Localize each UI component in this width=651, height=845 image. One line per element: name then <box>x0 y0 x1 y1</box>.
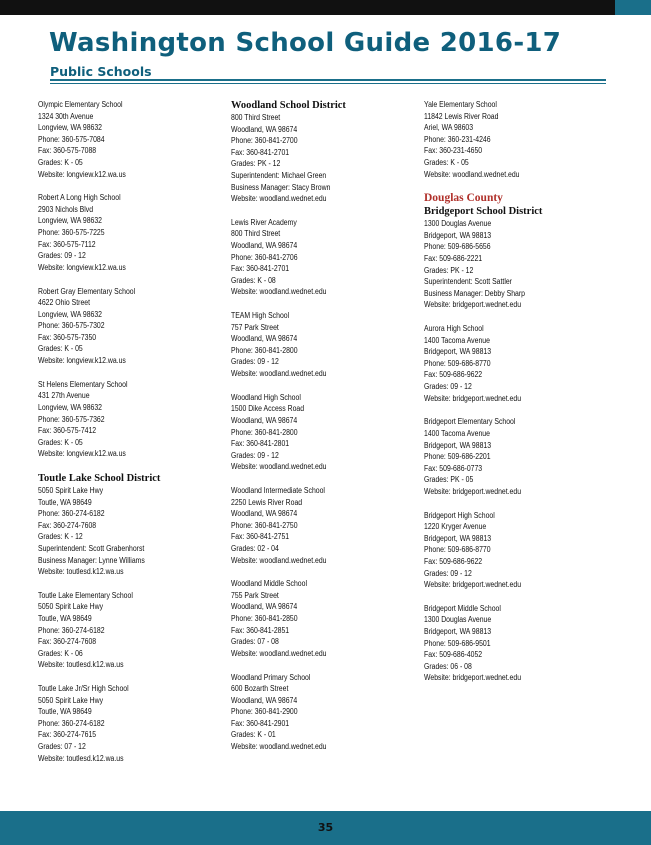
school-entry <box>231 310 409 380</box>
entry-line: Fax: 360-274-7608 <box>38 637 97 647</box>
entry-line: Fax: 509-686-2221 <box>424 254 483 264</box>
page-title: Washington School Guide 2016-17 <box>49 28 562 58</box>
entry-line: Woodland, WA 98674 <box>231 241 298 251</box>
school-entry <box>424 603 602 684</box>
entry-line: Grades: K - 06 <box>38 648 83 658</box>
entry-line: Website: bridgeport.wednet.edu <box>424 486 522 496</box>
entry-line: Fax: 360-575-7112 <box>38 239 96 249</box>
entry-line: Grades: PK - 05 <box>424 475 474 485</box>
entry-line: 1220 Kryger Avenue <box>424 522 487 532</box>
entry-line: Website: bridgeport.wednet.edu <box>424 300 522 310</box>
school-name: Woodland Primary School <box>231 672 311 682</box>
entry-line: Grades: 07 - 12 <box>38 742 86 752</box>
entry-line: Grades: 09 - 12 <box>231 450 279 460</box>
school-name: Bridgeport Elementary School <box>424 417 516 427</box>
entry-line: Fax: 360-274-7615 <box>38 730 97 740</box>
school-entry <box>38 192 216 273</box>
entry-line: Bridgeport, WA 98813 <box>424 627 492 637</box>
entry-line: Woodland, WA 98674 <box>231 695 298 705</box>
entry-line: Phone: 360-575-7225 <box>38 228 105 238</box>
entry-line: Phone: 509-686-9501 <box>424 638 491 648</box>
entry-line: Website: woodland.wednet.edu <box>231 287 327 297</box>
school-name: Yale Elementary School <box>424 100 497 109</box>
entry-line: Fax: 360-575-7088 <box>38 146 97 156</box>
school-name: Lewis River Academy <box>231 217 297 227</box>
school-entry <box>424 416 602 497</box>
school-name: Bridgeport Middle School <box>424 603 501 613</box>
school-name: Robert A Long High School <box>38 193 121 203</box>
entry-line: Website: woodland.wednet.edu <box>231 555 327 565</box>
entry-line: Fax: 360-575-7350 <box>38 332 97 342</box>
entry-line: Business Manager: Debby Sharp <box>424 288 525 298</box>
entry-line: 2250 Lewis River Road <box>231 497 303 507</box>
entry-line: 600 Bozarth Street <box>231 684 289 694</box>
entry-line: Longview, WA 98632 <box>38 123 103 133</box>
header-rule-thin <box>50 83 606 84</box>
entry-line: Phone: 509-686-2201 <box>424 452 491 462</box>
district-entry <box>38 472 216 578</box>
entry-line: Phone: 360-841-2900 <box>231 707 298 717</box>
school-entry <box>424 510 602 591</box>
entry-line: Fax: 509-686-4052 <box>424 650 483 660</box>
entry-line: Phone: 360-841-2850 <box>231 614 298 624</box>
column-1 <box>38 99 216 776</box>
entry-line: Bridgeport, WA 98813 <box>424 347 492 357</box>
district-heading: Woodland School District <box>231 100 346 111</box>
entry-line: Ariel, WA 98603 <box>424 123 474 133</box>
entry-line: Phone: 360-841-2800 <box>231 345 298 355</box>
entry-line: Grades: K - 12 <box>38 532 83 542</box>
entry-line: Bridgeport, WA 98813 <box>424 230 492 240</box>
entry-line: Superintendent: Michael Green <box>231 170 327 180</box>
entry-line: 5050 Spirit Lake Hwy <box>38 486 104 495</box>
entry-line: Longview, WA 98632 <box>38 402 103 412</box>
entry-line: Website: bridgeport.wednet.edu <box>424 673 522 683</box>
entry-line: Grades: 02 - 04 <box>231 543 279 553</box>
entry-line: Longview, WA 98632 <box>38 216 103 226</box>
entry-line: Woodland, WA 98674 <box>231 602 298 612</box>
entry-line: Website: longview.k12.wa.us <box>38 262 126 272</box>
entry-line: Grades: K - 05 <box>38 344 83 354</box>
top-accent <box>615 0 651 15</box>
entry-line: Fax: 360-231-4650 <box>424 146 483 156</box>
school-entry <box>38 590 216 671</box>
entry-line: Grades: 07 - 08 <box>231 637 279 647</box>
school-name: TEAM High School <box>231 311 290 321</box>
entry-line: Fax: 360-274-7608 <box>38 520 97 530</box>
entry-line: Website: toutlesd.k12.wa.us <box>38 660 124 670</box>
entry-line: Phone: 360-841-2750 <box>231 520 298 530</box>
entry-line: 5050 Spirit Lake Hwy <box>38 602 104 612</box>
entry-line: Website: toutlesd.k12.wa.us <box>38 753 124 763</box>
entry-line: 2903 Nichols Blvd <box>38 204 94 214</box>
entry-line: Website: longview.k12.wa.us <box>38 356 126 366</box>
school-entry <box>38 683 216 764</box>
entry-line: 800 Third Street <box>231 229 281 239</box>
school-name: Robert Gray Elementary School <box>38 286 136 296</box>
entry-line: Fax: 360-841-2701 <box>231 264 290 274</box>
school-name: Aurora High School <box>424 324 484 334</box>
entry-line: Phone: 360-841-2706 <box>231 252 298 262</box>
entry-line: 1300 Douglas Avenue <box>424 219 492 229</box>
entry-line: 757 Park Street <box>231 322 279 332</box>
column-2 <box>231 99 409 765</box>
entry-line: 5050 Spirit Lake Hwy <box>38 695 104 705</box>
entry-line: 1324 30th Avenue <box>38 111 94 121</box>
school-name: Toutle Lake Elementary School <box>38 590 133 600</box>
entry-line: 1400 Tacoma Avenue <box>424 335 490 345</box>
page-number: 35 <box>317 821 334 834</box>
district-entry <box>231 99 409 205</box>
school-entry <box>38 99 216 180</box>
entry-line: Grades: K - 08 <box>231 275 276 285</box>
entry-line: Phone: 360-575-7302 <box>38 321 105 331</box>
entry-line: Woodland, WA 98674 <box>231 334 298 344</box>
entry-line: Superintendent: Scott Grabenhorst <box>38 543 145 553</box>
entry-line: Website: woodland.wednet.edu <box>424 169 520 179</box>
page-subtitle: Public Schools <box>50 64 152 79</box>
entry-line: Fax: 360-575-7412 <box>38 426 97 436</box>
entry-line: Phone: 509-686-8770 <box>424 545 491 555</box>
entry-line: Business Manager: Lynne Williams <box>38 555 145 565</box>
school-entry <box>424 323 602 404</box>
entry-line: Grades: K - 05 <box>38 157 83 167</box>
school-name: Toutle Lake Jr/Sr High School <box>38 684 129 694</box>
entry-line: 11842 Lewis River Road <box>424 111 499 121</box>
entry-line: Grades: PK - 12 <box>231 159 281 169</box>
entry-line: Phone: 360-231-4246 <box>424 134 491 144</box>
entry-line: Grades: 06 - 08 <box>424 661 472 671</box>
entry-line: Bridgeport, WA 98813 <box>424 440 492 450</box>
entry-line: Superintendent: Scott Sattler <box>424 277 512 287</box>
entry-line: Fax: 360-841-2701 <box>231 147 290 157</box>
entry-line: Grades: 09 - 12 <box>231 357 279 367</box>
school-name: St Helens Elementary School <box>38 379 128 389</box>
entry-line: 1400 Tacoma Avenue <box>424 428 490 438</box>
entry-line: Bridgeport, WA 98813 <box>424 533 492 543</box>
entry-line: Woodland, WA 98674 <box>231 124 298 134</box>
entry-line: Woodland, WA 98674 <box>231 509 298 519</box>
county-heading: Douglas County <box>424 192 503 205</box>
entry-line: Phone: 360-274-6182 <box>38 509 105 519</box>
entry-line: Woodland, WA 98674 <box>231 415 298 425</box>
entry-line: Fax: 360-841-2901 <box>231 718 290 728</box>
entry-line: Grades: K - 01 <box>231 730 276 740</box>
school-entry <box>231 485 409 566</box>
entry-line: Fax: 509-686-0773 <box>424 463 483 473</box>
entry-line: Website: woodland.wednet.edu <box>231 369 327 379</box>
entry-line: Phone: 509-686-5656 <box>424 242 491 252</box>
entry-line: Toutle, WA 98649 <box>38 707 92 717</box>
entry-line: Website: longview.k12.wa.us <box>38 169 126 179</box>
district-entry <box>424 192 602 311</box>
entry-line: 1300 Douglas Avenue <box>424 615 492 625</box>
entry-line: 431 27th Avenue <box>38 391 90 401</box>
school-name: Bridgeport High School <box>424 510 495 520</box>
entry-line: Grades: 09 - 12 <box>424 382 472 392</box>
entry-line: Grades: 09 - 12 <box>38 251 86 261</box>
entry-line: 800 Third Street <box>231 113 281 122</box>
entry-line: Website: woodland.wednet.edu <box>231 742 327 752</box>
district-heading: Toutle Lake School District <box>38 473 161 484</box>
school-entry <box>231 217 409 298</box>
school-name: Olympic Elementary School <box>38 100 123 109</box>
entry-line: Grades: PK - 12 <box>424 265 474 275</box>
entry-line: 755 Park Street <box>231 590 279 600</box>
entry-line: Longview, WA 98632 <box>38 309 103 319</box>
entry-line: Fax: 360-841-2801 <box>231 439 290 449</box>
entry-line: Phone: 509-686-8770 <box>424 358 491 368</box>
district-heading: Bridgeport School District <box>424 206 543 218</box>
school-entry <box>231 672 409 753</box>
entry-line: Fax: 509-686-9622 <box>424 556 483 566</box>
entry-line: Phone: 360-274-6182 <box>38 625 105 635</box>
entry-line: 1500 Dike Access Road <box>231 404 305 414</box>
entry-line: Fax: 360-841-2751 <box>231 532 290 542</box>
entry-line: Grades: K - 05 <box>424 157 469 167</box>
school-entry <box>38 379 216 460</box>
entry-line: Phone: 360-841-2800 <box>231 427 298 437</box>
entry-line: Grades: 09 - 12 <box>424 568 472 578</box>
entry-line: Fax: 509-686-9622 <box>424 370 483 380</box>
entry-line: 4622 Ohio Street <box>38 298 91 308</box>
entry-line: Website: woodland.wednet.edu <box>231 194 327 204</box>
school-entry <box>38 286 216 367</box>
entry-line: Website: woodland.wednet.edu <box>231 648 327 658</box>
school-name: Woodland Middle School <box>231 579 307 589</box>
entry-line: Business Manager: Stacy Brown <box>231 182 331 192</box>
entry-line: Website: bridgeport.wednet.edu <box>424 580 522 590</box>
entry-line: Phone: 360-575-7362 <box>38 414 105 424</box>
school-name: Woodland High School <box>231 392 301 402</box>
entry-line: Phone: 360-274-6182 <box>38 718 105 728</box>
entry-line: Website: bridgeport.wednet.edu <box>424 393 522 403</box>
school-entry <box>231 392 409 473</box>
entry-line: Website: longview.k12.wa.us <box>38 449 126 459</box>
school-entry <box>424 99 602 180</box>
header-rule <box>50 79 606 81</box>
top-bar <box>0 0 651 15</box>
entry-line: Fax: 360-841-2851 <box>231 625 290 635</box>
entry-line: Phone: 360-575-7084 <box>38 134 105 144</box>
column-3 <box>424 99 602 696</box>
entry-line: Toutle, WA 98649 <box>38 497 92 507</box>
entry-line: Grades: K - 05 <box>38 437 83 447</box>
entry-line: Website: toutlesd.k12.wa.us <box>38 567 124 577</box>
school-entry <box>231 578 409 659</box>
entry-line: Website: woodland.wednet.edu <box>231 462 327 472</box>
entry-line: Toutle, WA 98649 <box>38 614 92 624</box>
entry-line: Phone: 360-841-2700 <box>231 136 298 146</box>
school-name: Woodland Intermediate School <box>231 486 325 495</box>
